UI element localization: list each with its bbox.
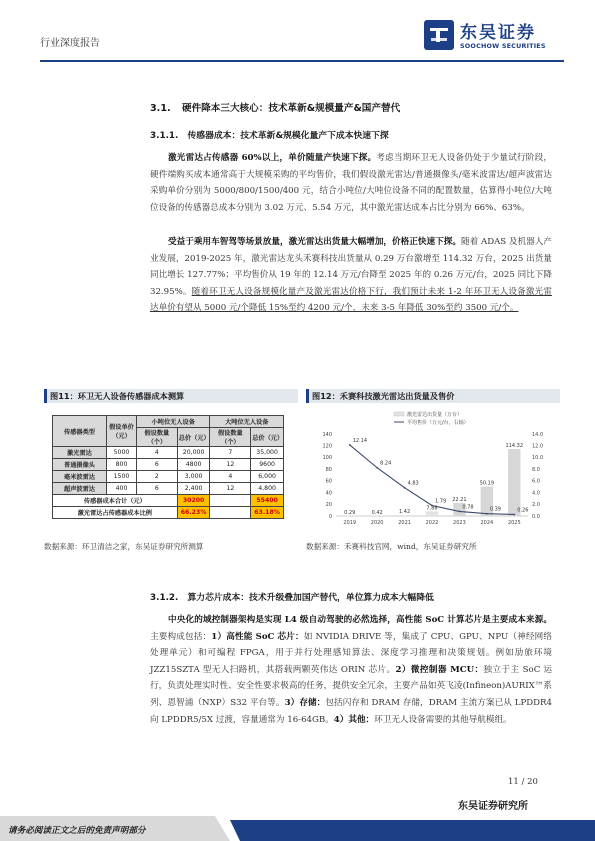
figure-12-source: 数据来源：禾赛科技官网，wind，东吴证券研究所: [306, 542, 477, 551]
disclaimer: 请务必阅读正文之后的免责声明部分: [8, 826, 146, 836]
share-small: 66.23%: [177, 507, 210, 519]
figure-12-title: 图12：禾赛科技激光雷达出货量及售价: [312, 391, 455, 401]
section-3-1-2-heading: [150, 590, 434, 603]
table-row: [53, 459, 284, 471]
left-tick-label: 120: [322, 443, 332, 450]
logo-mark-icon: [424, 20, 454, 50]
right-tick-label: 14.0: [532, 431, 544, 438]
table-cell: 4: [137, 447, 178, 459]
bar-data-label: 22.21: [452, 496, 467, 503]
table-cell: 5000: [107, 447, 137, 459]
bar: [398, 515, 410, 516]
table-cell: 超声波雷达: [53, 483, 107, 495]
header-large-tonnage: 大吨位无人设备: [210, 416, 284, 428]
right-tick-label: 12.0: [532, 443, 544, 450]
paragraph-item-heading: 4）其他：: [333, 714, 375, 725]
paragraph-text: 如 NVIDIA DRIVE 等，集成了 CPU、GPU、NPU（神经网络处理单元）和可编程 FPGA，用于并行处理感知算法、深度学习推理和决策规划。例如劢旅环境 JZZ15SZTA 型无人扫路机，其搭载两颗英伟达 ORIN 芯片。: [150, 631, 552, 675]
paragraph-item-heading: 3）存储：: [284, 697, 326, 708]
figure-11-source: 数据来源：环卫清洁之家，东吴证券研究所测算: [44, 542, 204, 551]
line-data-label: 12.14: [352, 437, 368, 444]
bar: [426, 511, 438, 516]
table-cell: 20,000: [177, 447, 210, 459]
left-tick-label: 40: [325, 490, 332, 497]
table-total-row: [53, 495, 284, 507]
table-cell: 激光雷达: [53, 447, 107, 459]
table-cell: 9600: [251, 459, 284, 471]
table-cell: 2,400: [177, 483, 210, 495]
paragraph-forecast: 随着环卫无人设备规模化量产及激光雷达价格下行，我们预计未来 1-2 年环卫无人设备激光雷达单价有望从 5000 元/个降低 15%至约 4200 元/个，未来 3-5 年降低 30%至约 3500 元/个。: [150, 286, 552, 314]
table-cell: 毫米波雷达: [53, 471, 107, 483]
x-tick-label: 2022: [425, 520, 439, 526]
header-small-qty: 假设数量（个）: [137, 428, 178, 447]
share-large: 63.18%: [251, 507, 284, 519]
table-cell: 2: [137, 471, 178, 483]
legend-label-line: 平均售价（万元/台，右轴）: [407, 420, 469, 426]
table-row: [53, 483, 284, 495]
figure-11-title: 图11：环卫无人设备传感器成本测算: [50, 391, 185, 401]
left-tick-label: 20: [325, 502, 332, 509]
header-large-qty: 假设数量（个）: [210, 428, 251, 447]
left-tick-label: 0: [328, 513, 332, 520]
table-cell: 3,000: [177, 471, 210, 483]
table-cell: 7: [210, 447, 251, 459]
right-tick-label: 0.0: [532, 513, 540, 520]
table-share-row: [53, 507, 284, 519]
left-tick-label: 140: [322, 431, 332, 438]
logo-text-cn: 东吴证券: [460, 23, 536, 43]
left-tick-label: 60: [325, 478, 332, 485]
bar: [508, 449, 520, 516]
bar-data-label: 7.88: [426, 505, 438, 512]
header-small-tonnage: 小吨位无人设备: [137, 416, 210, 428]
line-data-label: 4.83: [407, 480, 419, 487]
line-point: [459, 511, 461, 513]
line-point: [513, 514, 515, 516]
paragraph-text: 随着 ADAS 及机器人产业发展，2019-2025 年，激光雷达龙头禾赛科技出货量从 0.29 万台激增至 114.32 万台，2025 出货量同比增长 127.77%；平均售价从 19 年的 12.14 万元/台降至 2025 年的 0.26 万元/台，2025 同比下降 32.95%。: [150, 237, 552, 297]
line-data-label: 0.26: [517, 507, 529, 514]
bar-data-label: 0.29: [344, 509, 356, 516]
total-label: 传感器成本合计（元）: [53, 495, 178, 507]
table-cell: 35,000: [251, 447, 284, 459]
table-cell: 6: [137, 483, 178, 495]
x-tick-label: 2023: [453, 520, 466, 526]
section-title: 硬件降本三大核心：技术革新&规模量产&国产替代: [181, 103, 401, 114]
x-tick-label: 2021: [398, 520, 411, 526]
right-tick-label: 2.0: [532, 502, 540, 509]
line-point: [486, 513, 488, 515]
header-large-cost: 总价（元）: [251, 428, 284, 447]
section-3-1-heading: [150, 100, 400, 114]
legend-label-bar: 激光雷达出货量（万台）: [407, 412, 463, 418]
line-data-label: 0.78: [462, 504, 474, 511]
table-cell: 12: [210, 483, 251, 495]
line-point: [349, 444, 351, 446]
logo-text-en: SOOCHOW SECURITIES: [460, 42, 546, 50]
x-tick-label: 2025: [507, 520, 521, 526]
table-cell: 普通摄像头: [53, 459, 107, 471]
paragraph-item-heading: 1）高性能 SoC 芯片：: [211, 631, 304, 642]
section-number: 3.1.2.: [150, 593, 179, 603]
table-cell: 6: [137, 459, 178, 471]
header-sensor-type: 传感器类型: [53, 416, 107, 447]
total-large: 55400: [251, 495, 284, 507]
bar-data-label: 114.32: [505, 443, 524, 450]
line-data-label: 8.24: [380, 460, 392, 467]
table-cell: 1500: [107, 471, 137, 483]
chart-legend: [394, 411, 469, 426]
x-tick-label: 2019: [343, 520, 357, 526]
company-logo: [424, 18, 564, 60]
x-tick-label: 2020: [370, 520, 384, 526]
right-tick-label: 4.0: [532, 490, 540, 497]
table-cell: 800: [107, 459, 137, 471]
total-small: 30200: [177, 495, 210, 507]
section-number: 3.1.1.: [150, 131, 179, 141]
paragraph-sensor-cost: [150, 150, 552, 216]
header-price: 假设单价（元）: [107, 416, 137, 447]
left-tick-label: 100: [322, 455, 332, 462]
bar-data-label: 0.42: [371, 509, 383, 516]
report-category: 行业深度报告: [40, 38, 100, 49]
right-tick-label: 10.0: [532, 455, 544, 462]
section-3-1-1-heading: [150, 128, 389, 141]
right-tick-label: 8.0: [532, 466, 540, 473]
sensor-cost-table: [52, 415, 284, 519]
paragraph-chip-cost: [150, 612, 552, 728]
table-cell: 4: [210, 471, 251, 483]
table-cell: 400: [107, 483, 137, 495]
paragraph-item-heading: 2）微控制器 MCU：: [395, 664, 484, 675]
section-title: 算力芯片成本：技术升级叠加国产替代，单位算力成本大幅降低: [187, 593, 434, 603]
line-point: [376, 467, 378, 469]
paragraph-lead: 激光雷达占传感器 60%以上，单价随量产快速下探。: [168, 153, 377, 163]
paragraph-text: 环卫无人设备需要的其他导航模组。: [374, 714, 512, 725]
paragraph-text: 考虑当期环卫无人设备仍处于少量试行阶段，硬件端购买成本通常高于大规模采购的平均售价，我们假设激光雷达/普通摄像头/毫米波雷达/超声波雷达采购单价分别为 5000/800/1500/400 元，结合小吨位/大吨位设备不同的配置数量，估算得小吨位/大吨位设备的传感器总成本分别为 3.02 万元、5.54 万元，其中激光雷达成本占比分别为 66%、63%。: [150, 153, 552, 213]
line-data-label: 1.79: [435, 498, 447, 505]
paragraph-text: 主要构成包括：: [150, 631, 212, 642]
page-number: 11 / 20: [508, 777, 538, 787]
line-point: [404, 487, 406, 489]
lidar-chart: [306, 406, 560, 530]
legend-swatch-bar: [394, 412, 404, 416]
table-row: [53, 471, 284, 483]
table-cell: 4800: [177, 459, 210, 471]
paragraph-text: 独立于主 SoC 运行，负责处理实时性、安全性要求极高的任务，提供安全冗余，主要产品如英飞凌(Infineon)AURIX™系列、恩智浦（NXP）S32 平台等。: [150, 664, 552, 708]
paragraph-lead: 受益于乘用车智驾等场景放量，激光雷达出货量大幅增加，价格正快速下探。: [168, 237, 461, 247]
paragraph-text: 包括闪存和 DRAM 存储，DRAM 主流方案已从 LPDDR4 向 LPDDR5/5X 过渡，容量通常为 16-64GB。: [150, 697, 552, 725]
table-cell: 12: [210, 459, 251, 471]
section-title: 传感器成本：技术革新&规模化量产下成本快速下探: [187, 131, 389, 141]
table-cell: 4,800: [251, 483, 284, 495]
paragraph-lidar-shipments: [150, 234, 552, 317]
section-number: 3.1.: [150, 103, 171, 114]
right-tick-label: 6.0: [532, 478, 540, 485]
footer-brand: 东吴证券研究所: [458, 801, 528, 812]
left-tick-label: 80: [325, 466, 332, 473]
x-tick-label: 2024: [480, 520, 494, 526]
share-label: 激光雷达占传感器成本比例: [53, 507, 178, 519]
table-row: [53, 447, 284, 459]
header-small-cost: 总价（元）: [177, 428, 210, 447]
table-cell: 6,000: [251, 471, 284, 483]
header-rule: [40, 60, 564, 62]
paragraph-lead: 中央化的域控制器架构是实现 L4 级自动驾驶的必然选择，高性能 SoC 计算芯片是主要成本来源。: [168, 615, 552, 625]
line-data-label: 0.39: [489, 506, 501, 513]
bar-data-label: 1.42: [399, 509, 411, 516]
bar-data-label: 50.19: [479, 480, 495, 487]
